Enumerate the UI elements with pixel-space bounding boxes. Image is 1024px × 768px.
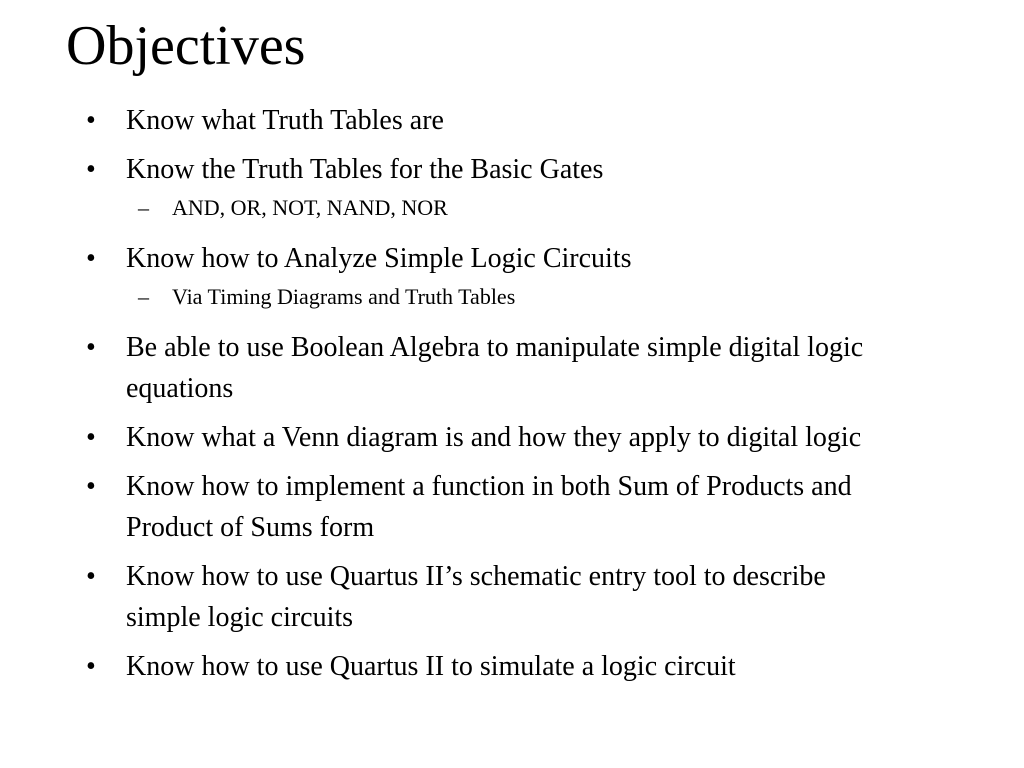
bullet-item (0, 149, 886, 190)
bullet-item (0, 646, 886, 687)
bullet-marker: • (86, 154, 96, 185)
sub-bullet-text: AND, OR, NOT, NAND, NOR (172, 195, 448, 220)
bullet-text: Know how to use Quartus II to simulate a logic circuit (126, 651, 736, 682)
bullet-item (0, 556, 886, 638)
sub-bullet-item (0, 283, 872, 311)
bullet-item (0, 466, 886, 548)
bullet-text: Know how to use Quartus II’s schematic entry tool to describe simple logic circuits (126, 561, 826, 633)
bullet-text: Know how to implement a function in both Sum of Products and Product of Sums form (126, 471, 852, 543)
bullet-marker: • (86, 332, 96, 363)
bullet-item (0, 100, 886, 141)
bullet-marker: • (86, 243, 96, 274)
bullet-marker: • (86, 561, 96, 592)
sub-bullet-text: Via Timing Diagrams and Truth Tables (172, 284, 516, 309)
bullet-item (0, 417, 886, 458)
objectives-list (0, 100, 1024, 695)
bullet-marker: • (86, 105, 96, 136)
bullet-text: Know the Truth Tables for the Basic Gates (126, 154, 604, 185)
bullet-text: Know what a Venn diagram is and how they apply to digital logic (126, 422, 862, 453)
bullet-text: Be able to use Boolean Algebra to manipulate simple digital logic equations (126, 332, 864, 404)
bullet-item (0, 327, 886, 409)
bullet-marker: • (86, 651, 96, 682)
bullet-item (0, 238, 886, 279)
slide-title: Objectives (66, 15, 306, 77)
sub-bullet-item (0, 194, 872, 222)
bullet-text: Know how to Analyze Simple Logic Circuits (126, 243, 632, 274)
bullet-marker: • (86, 422, 96, 453)
sub-bullet-marker: – (138, 195, 149, 220)
sub-bullet-marker: – (138, 284, 149, 309)
bullet-marker: • (86, 471, 96, 502)
bullet-text: Know what Truth Tables are (126, 105, 444, 136)
